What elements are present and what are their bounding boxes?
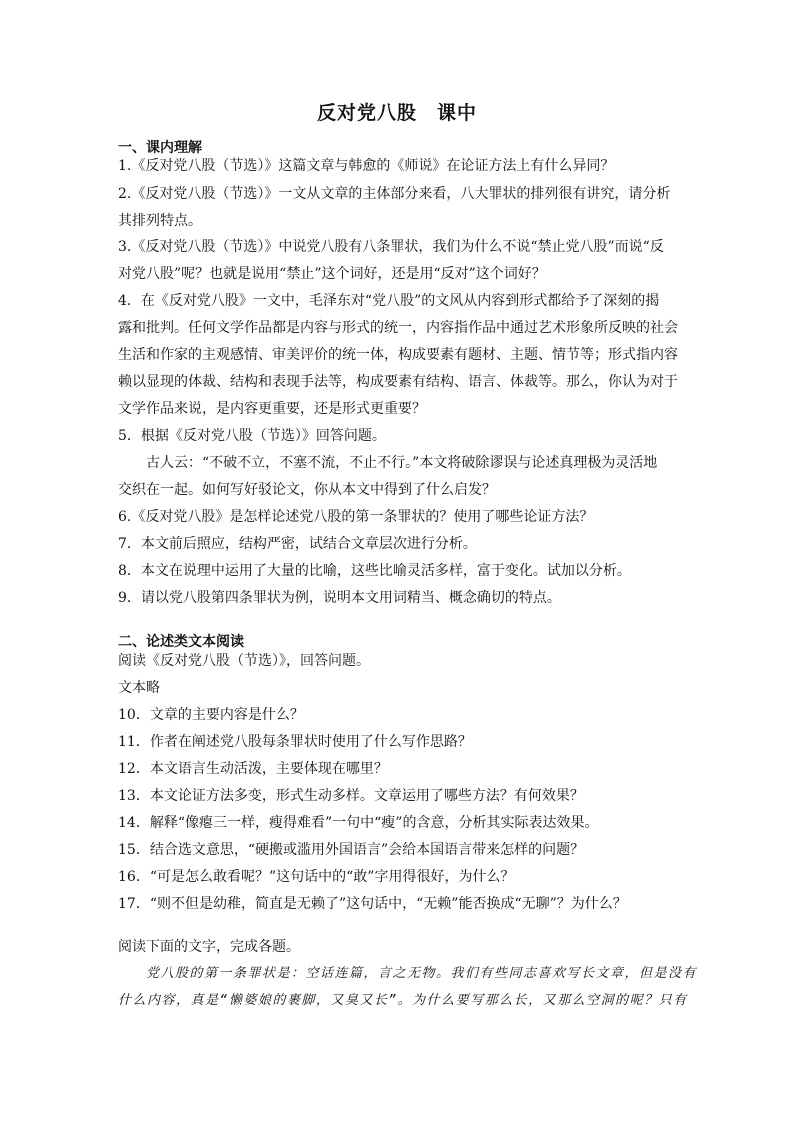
section2-heading: 二、论述类文本阅读 [118, 634, 244, 650]
question-2-line-1: 2.《反对党八股（节选）》一文从文章的主体部分来看，八大罪状的排列很有讲究，请分析 [118, 186, 671, 202]
article-line-2: 什么内容，真是“懒婆娘的裹脚，又臭又长”。为什么要写那么长，又那么空洞的呢？只有 [118, 993, 688, 1008]
question-15-line: 15．结合选文意思，“硬搬或滥用外国语言”会给本国语言带来怎样的问题？ [118, 842, 585, 858]
question-4-line-5: 文学作品来说，是内容更重要，还是形式更重要？ [118, 401, 426, 417]
question-17-line: 17．“则不但是幼稚，简直是无赖了”这句话中，“无赖”能否换成“无聊”？为什么？ [118, 896, 627, 912]
question-1-line: 1.《反对党八股（节选）》这篇文章与韩愈的《师说》在论证方法上有什么异同？ [118, 158, 615, 174]
question-6-line: 6.《反对党八股》是怎样论述党八股的第一条罪状的？使用了哪些论证方法？ [118, 509, 594, 525]
question-10-line: 10．文章的主要内容是什么？ [118, 707, 304, 723]
question-8-line: 8．本文在说理中运用了大量的比喻，这些比喻灵活多样，富于变化。试加以分析。 [118, 563, 631, 579]
question-4-line-3: 生活和作家的主观感情、审美评价的统一体，构成要素有题材、主题、情节等；形式指内容 [118, 347, 678, 363]
question-4-line-2: 露和批判。任何文学作品都是内容与形式的统一，内容指作品中通过艺术形象所反映的社会 [118, 320, 678, 336]
document-title: 反对党八股 课中 [316, 102, 477, 124]
question-11-line: 11．作者在阐述党八股每条罪状时使用了什么写作思路？ [118, 734, 472, 750]
quote-paragraph-line-1: 古人云：“不破不立，不塞不流，不止不行。”本文将破除谬误与论述真理极为灵活地 [146, 455, 658, 471]
question-9-line: 9．请以党八股第四条罪状为例，说明本文用词精当、概念确切的特点。 [118, 590, 561, 606]
question-13-line: 13．本文论证方法多变，形式生动多样。文章运用了哪些方法？有何效果？ [118, 788, 584, 804]
quote-paragraph-line-2: 交织在一起。如何写好驳论文，你从本文中得到了什么启发？ [118, 482, 496, 498]
question-7-line: 7．本文前后照应，结构严密，试结合文章层次进行分析。 [118, 536, 477, 552]
article-line-1: 党八股的第一条罪状是：空话连篇，言之无物。我们有些同志喜欢写长文章，但是没有 [146, 966, 698, 981]
question-4-line-4: 赖以显现的体裁、结构和表现手法等，构成要素有结构、语言、体裁等。那么，你认为对于 [118, 374, 678, 390]
question-2-line-2: 其排列特点。 [118, 213, 202, 229]
question-12-line: 12．本文语言生动活泼，主要体现在哪里？ [118, 761, 388, 777]
question-5-line: 5．根据《反对党八股（节选）》回答问题。 [118, 428, 386, 444]
question-16-line: 16．“可是怎么敢看呢？”这句话中的“敢”字用得很好，为什么？ [118, 869, 515, 885]
question-3-line-2: 对党八股”呢？也就是说用“禁止”这个词好，还是用“反对”这个词好？ [118, 266, 546, 282]
question-4-line-1: 4．在《反对党八股》一文中，毛泽东对“党八股”的文风从内容到形式都给予了深刻的揭 [118, 293, 660, 309]
question-3-line-1: 3.《反对党八股（节选）》中说党八股有八条罪状，我们为什么不说“禁止党八股”而说“反 [118, 239, 664, 255]
text-omitted-note: 文本略 [118, 680, 160, 696]
section2-intro: 阅读《反对党八股（节选）》，回答问题。 [118, 653, 370, 669]
section3-intro: 阅读下面的文字，完成各题。 [118, 939, 300, 955]
question-14-line: 14．解释“像瘪三一样，瘦得难看”一句中“瘦”的含意，分析其实际表达效果。 [118, 815, 599, 831]
section1-heading: 一、课内理解 [118, 140, 202, 156]
